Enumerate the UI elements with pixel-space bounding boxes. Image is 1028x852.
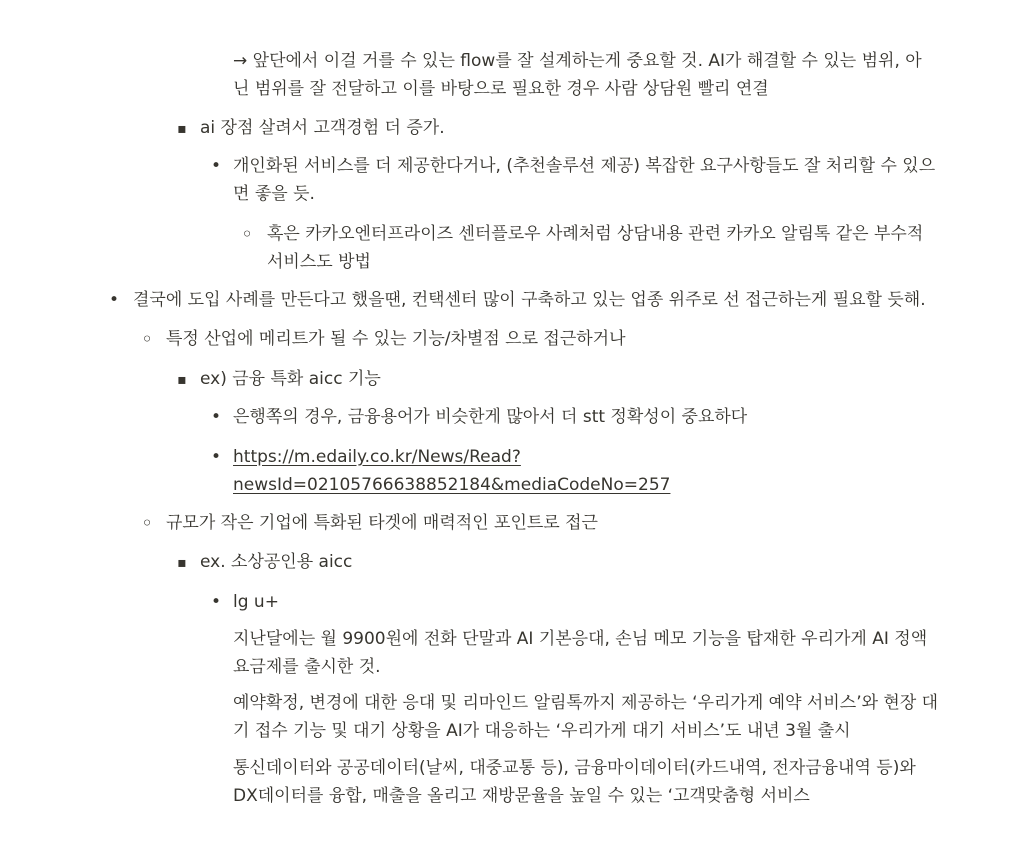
text-line: 규모가 작은 기업에 특화된 타겟에 매력적인 포인트로 접근 [166, 513, 598, 533]
personalized-block [233, 152, 935, 208]
disc-bullet-icon [207, 152, 225, 180]
square-bullet-icon [173, 548, 191, 577]
disc-bullet-icon [207, 403, 225, 431]
small-aicc-block [200, 548, 352, 576]
text-line: 지난달에는 월 9900원에 전화 단말과 AI 기본응대, 손님 메모 기능을 탑재한 우리가게 AI 정액 [233, 629, 928, 649]
circle-bullet-icon [138, 325, 156, 355]
circle-bullet-icon [238, 220, 256, 250]
arrow-note-block [233, 47, 922, 103]
lgu-p1-block [233, 625, 927, 681]
text-line: 면 좋을 듯. [233, 184, 315, 204]
disc-bullet-icon [207, 443, 225, 471]
small-biz-block [166, 509, 598, 537]
link-text-line[interactable]: https://m.edaily.co.kr/News/Read? [233, 447, 521, 467]
text-line: 결국에 도입 사례를 만든다고 했을땐, 컨택센터 많이 구축하고 있는 업종 위주로 선 접근하는게 필요할 듯해. [133, 290, 926, 310]
news-link-block [233, 443, 670, 499]
finance-block [200, 365, 381, 393]
text-line: 혹은 카카오엔터프라이즈 센터플로우 사례처럼 상담내용 관련 카카오 알림톡 같은 부수적 [267, 224, 924, 244]
lgu-p2-block [233, 689, 938, 745]
lgu-block [233, 588, 279, 616]
text-line: 기 접수 기능 및 대기 상황을 AI가 대응하는 ‘우리가게 대기 서비스’도 내년 3월 출시 [233, 721, 851, 741]
text-line: ex. 소상공인용 aicc [200, 552, 353, 572]
text-line: lg u+ [233, 592, 279, 612]
square-bullet-icon [173, 114, 191, 143]
industry-block [166, 325, 626, 353]
news-article-link[interactable] [233, 447, 670, 495]
square-bullet-icon [173, 365, 191, 394]
text-line: ex) 금융 특화 aicc 기능 [200, 369, 381, 389]
text-line: 요금제를 출시한 것. [233, 657, 381, 677]
text-line: DX데이터를 융합, 매출을 올리고 재방문율을 높일 수 있는 ‘고객맞춤형 서비스 [233, 786, 810, 806]
text-line: 서비스도 방법 [267, 252, 371, 272]
text-line: 예약확정, 변경에 대한 응대 및 리마인드 알림톡까지 제공하는 ‘우리가게 예약 서비스’와 현장 대 [233, 693, 939, 713]
text-line: 닌 범위를 잘 전달하고 이를 바탕으로 필요한 경우 사람 상담원 빨리 연결 [233, 79, 769, 99]
disc-bullet-icon [207, 588, 225, 616]
circle-bullet-icon [138, 509, 156, 539]
text-line: 개인화된 서비스를 더 제공한다거나, (추천솔루션 제공) 복잡한 요구사항들도 잘 처리할 수 있으 [233, 156, 936, 176]
conclusion-block [133, 286, 926, 314]
text-line: ai 장점 살려서 고객경험 더 증가. [200, 118, 445, 138]
text-line: 특정 산업에 메리트가 될 수 있는 기능/차별점 으로 접근하거나 [166, 329, 626, 349]
disc-bullet-icon [105, 286, 123, 314]
text-line: 은행쪽의 경우, 금융용어가 비슷한게 많아서 더 stt 정확성이 중요하다 [233, 407, 748, 427]
ai-strength-block [200, 114, 445, 142]
kakao-block [267, 220, 923, 276]
text-line: → 앞단에서 이걸 거를 수 있는 flow를 잘 설계하는게 중요할 것. AI가 해결할 수 있는 범위, 아 [233, 51, 922, 71]
text-line: 통신데이터와 공공데이터(날씨, 대중교통 등), 금융마이데이터(카드내역, 전자금융내역 등)와 [233, 758, 916, 778]
lgu-p3-block [233, 754, 916, 810]
bank-stt-block [233, 403, 747, 431]
link-text-line[interactable]: newsId=02105766638852184&mediaCodeNo=257 [233, 475, 671, 495]
